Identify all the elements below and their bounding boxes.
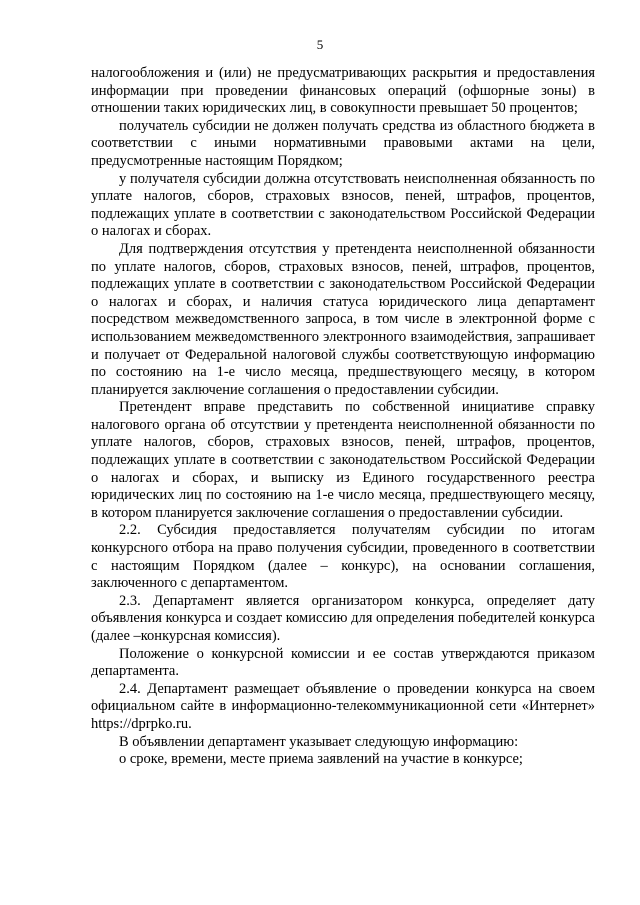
paragraph: получатель субсидии не должен получать средства из областного бюджета в соответствии с иными нормативными правовыми актами на цели, предусмотренные настоящим Порядком;: [91, 117, 595, 169]
paragraph: налогообложения и (или) не предусматривающих раскрытия и предоставления информации при проведении финансовых операций (офшорные зоны) в отношении таких юридических лиц, в совокупности превышает 50 процентов;: [91, 65, 595, 117]
paragraph: о сроке, времени, месте приема заявлений на участие в конкурсе;: [119, 751, 523, 768]
paragraph: В объявлении департамент указывает следующую информацию:: [119, 733, 519, 750]
page-number: 5: [316, 37, 324, 52]
document-body: [91, 65, 595, 769]
paragraph: 2.4. Департамент размещает объявление о проведении конкурса на своем официальном сайте в информационно-телекоммуникационной сети «Интернет» https://dprpko.ru.: [91, 680, 595, 732]
paragraph: 2.2. Субсидия предоставляется получателям субсидии по итогам конкурсного отбора на право получения субсидии, проведенного в соответствии с настоящим Порядком (далее – конкурс), на основании соглашения, заключенного с департаментом.: [91, 522, 595, 592]
paragraph: Положение о конкурсной комиссии и ее состав утверждаются приказом департамента.: [91, 645, 595, 680]
paragraph: 2.3. Департамент является организатором конкурса, определяет дату объявления конкурса и создает комиссию для определения победителей конкурса (далее –конкурсная комиссия).: [91, 592, 595, 644]
paragraph: Претендент вправе представить по собственной инициативе справку налогового органа об отсутствии у претендента неисполненной обязанности по уплате налогов, сборов, страховых взносов, пеней, штрафов, процентов, подлежащих уплате в соответствии с законодательством Российской Федерации о налогах и сборах, и выписку из Единого государственного реестра юридических лиц по состоянию на 1-е число месяца, предшествующего месяцу, в котором планируется заключение соглашения о предоставлении субсидии.: [91, 399, 595, 521]
paragraph: Для подтверждения отсутствия у претендента неисполненной обязанности по уплате налогов, сборов, страховых взносов, пеней, штрафов, процентов, подлежащих уплате в соответствии с законодательством Российской Федерации о налогах и сборах, и наличия статуса юридического лица департамент посредством межведомственного запроса, в том числе в электронной форме с использованием межведомственного электронного взаимодействия, запрашивает и получает от Федеральной налоговой службы соответствующую информацию по состоянию на 1-е число месяца, предшествующего месяцу, в котором планируется заключение соглашения о предоставлении субсидии.: [91, 240, 595, 398]
paragraph: у получателя субсидии должна отсутствовать неисполненная обязанность по уплате налогов, сборов, страховых взносов, пеней, штрафов, процентов, подлежащих уплате в соответствии с законодательством Российской Федерации о налогах и сборах.: [91, 170, 595, 240]
